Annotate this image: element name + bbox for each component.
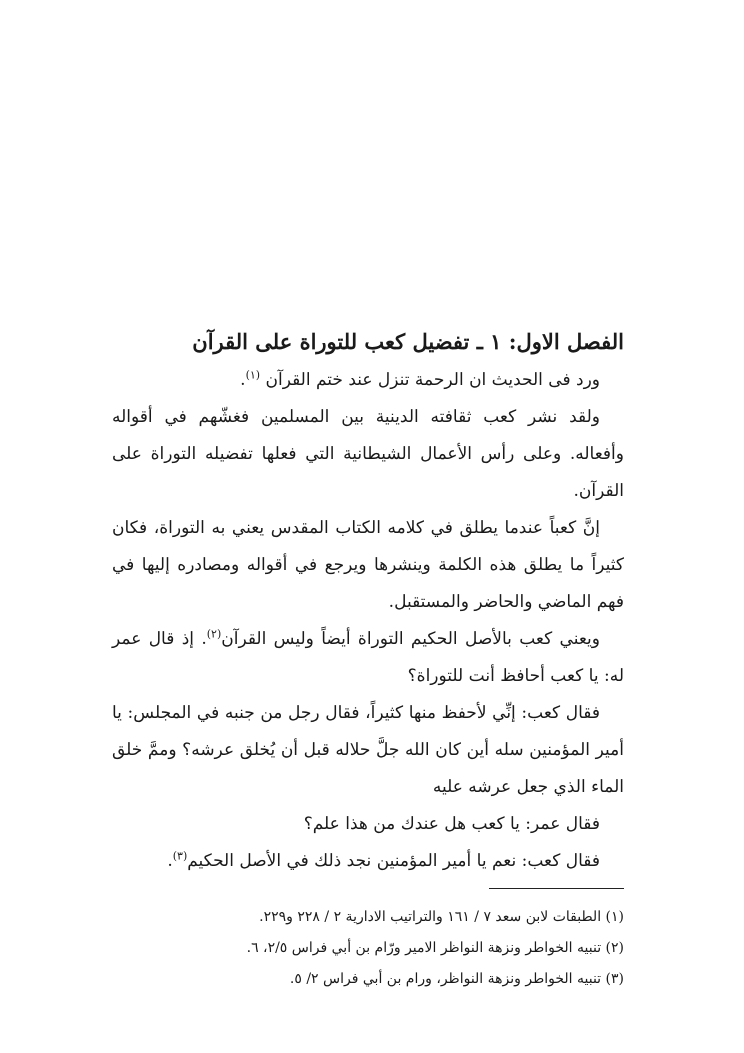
footnote-3: (٣) تنبيه الخواطر ونزهة النواظر، ورام بن أبي فراس ٢/ ٥.	[289, 971, 624, 987]
footnote-2: (٢) تنبيه الخواطر ونزهة النواظر الامير ورّام بن أبي فراس ٢/٥، ٦.	[246, 940, 624, 956]
paragraph-3	[112, 510, 624, 621]
paragraph-4-tail: . إذ قال عمر له: يا كعب أحافظ أنت للتوراة؟	[112, 629, 624, 686]
paragraph-7-text: فقال كعب: نعم يا أمير المؤمنين نجد ذلك في الأصل الحكيم	[187, 851, 600, 871]
paragraph-3-text: إنَّ كعباً عندما يطلق في كلامه الكتاب المقدس يعني به التوراة، فكان كثيراً ما يطلق هذه الكلمة وينشرها ويرجع في أقواله ومصادره إليها في فهم الماضي والحاضر والمستقبل.	[112, 518, 624, 612]
footnotes	[200, 902, 624, 995]
paragraph-1	[112, 362, 624, 399]
paragraph-5-text: فقال كعب: إنِّي لأحفظ منها كثيراً، فقال رجل من جنبه في المجلس: يا أمير المؤمنين سله أين كان الله جلَّ حلاله قبل أن يُخلق عرشه؟ وممَّ خلق الماء الذي جعل عرشه عليه	[112, 703, 624, 797]
chapter-title: الفصل الاول: ١ ـ تفضيل كعب للتوراة على القرآن	[192, 329, 624, 354]
main-text	[112, 322, 624, 880]
paragraph-7-tail: .	[167, 851, 173, 871]
paragraph-6-text: فقال عمر: يا كعب هل عندك من هذا علم؟	[303, 814, 600, 834]
paragraph-6	[112, 806, 624, 843]
footnote-1: (١) الطبقات لابن سعد ٧ / ١٦١ والتراتيب الادارية ٢ / ٢٢٨ و٢٢٩.	[259, 909, 624, 925]
paragraph-7	[112, 843, 624, 880]
paragraph-4	[112, 621, 624, 695]
paragraph-1-text: ورد فى الحديث ان الرحمة تنزل عند ختم القرآن	[265, 370, 600, 390]
paragraph-2	[112, 399, 624, 510]
footnote-ref-1[interactable]: (١)	[245, 368, 261, 382]
paragraph-1-tail: .	[240, 370, 246, 390]
footnote-ref-2[interactable]: (٢)	[206, 627, 222, 641]
footnote-ref-3[interactable]: (٣)	[172, 849, 188, 863]
paragraph-2-text: ولقد نشر كعب ثقافته الدينية بين المسلمين فغشّهم في أقواله وأفعاله. وعلى رأس الأعمال الشيطانية التي فعلها تفضيله التوراة على القرآن.	[112, 407, 624, 501]
footnote-divider	[489, 888, 624, 889]
paragraph-4-text: ويعني كعب بالأصل الحكيم التوراة أيضاً وليس القرآن	[221, 629, 600, 649]
paragraph-5	[112, 695, 624, 806]
